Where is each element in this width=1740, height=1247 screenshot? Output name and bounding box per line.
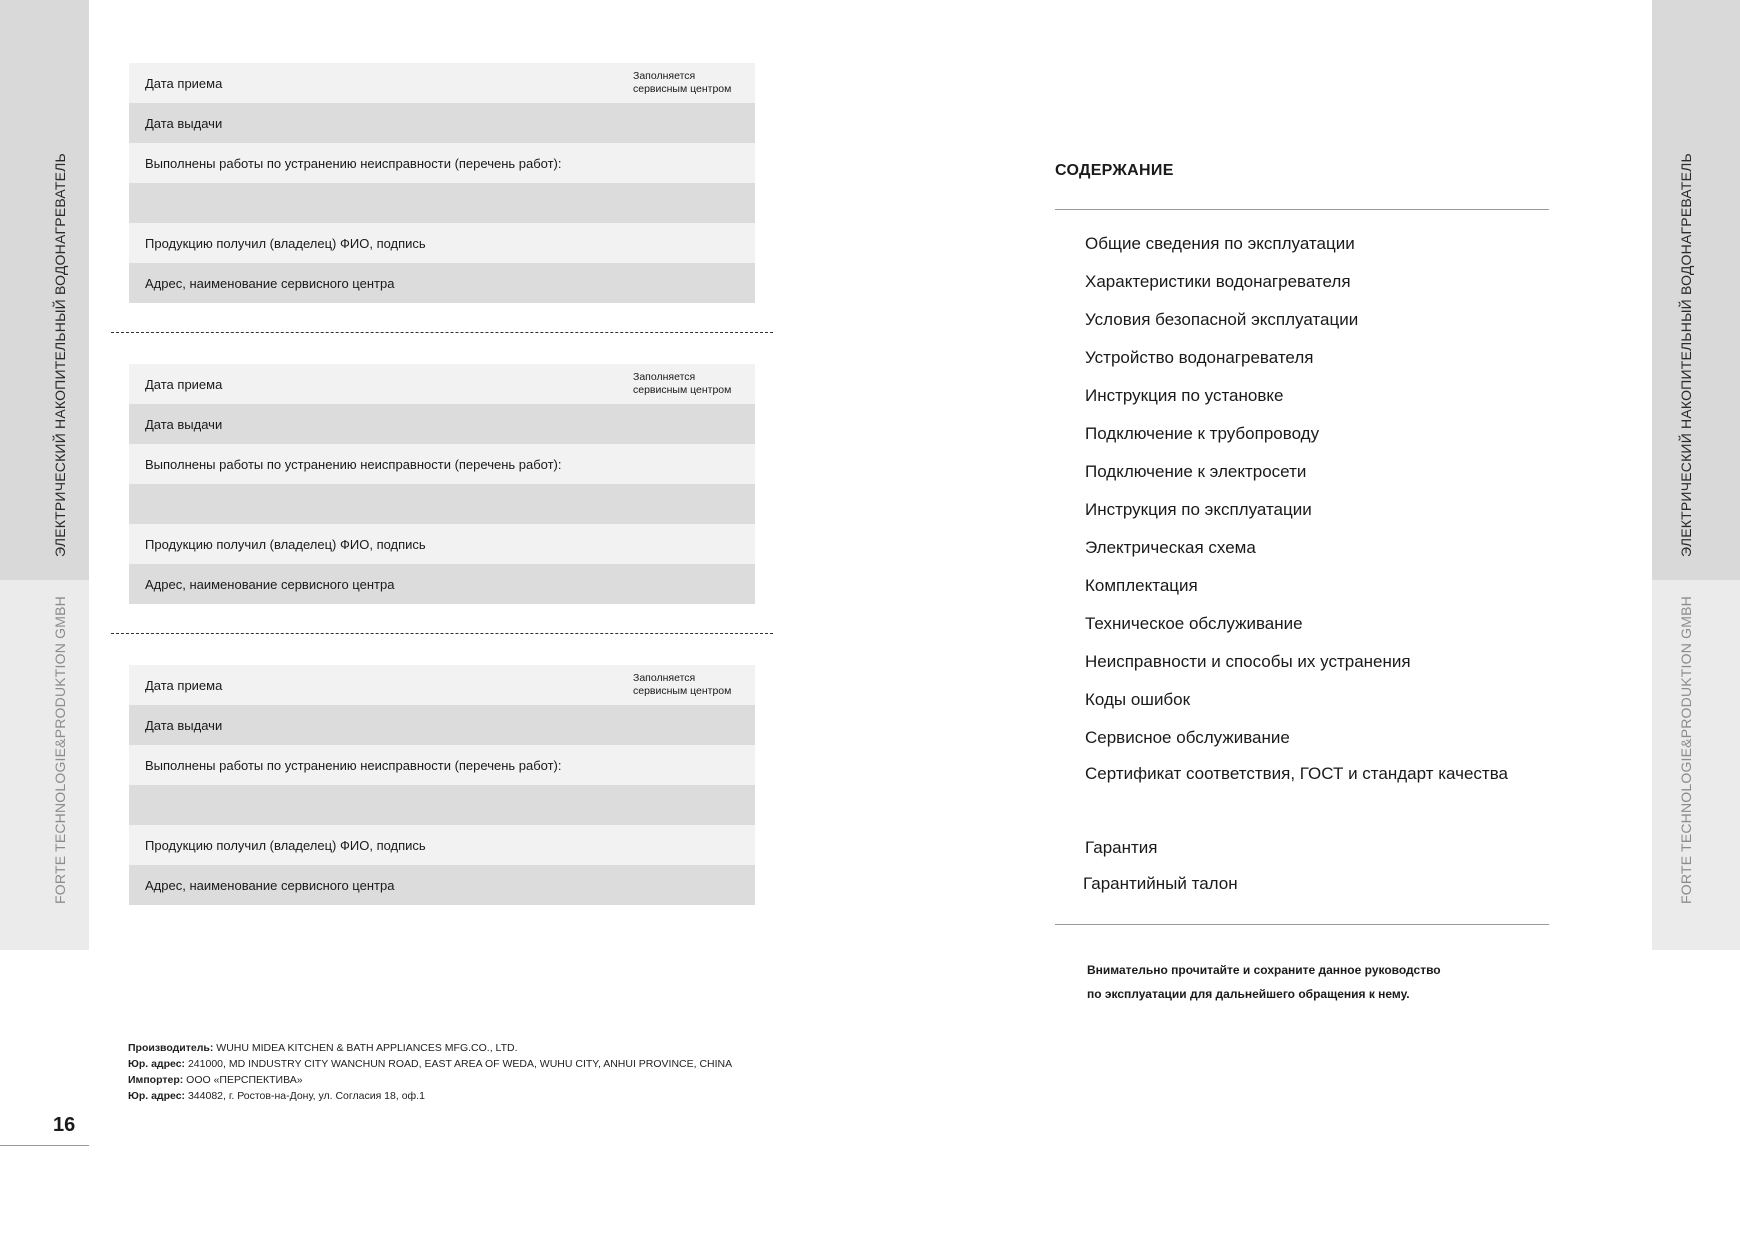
form-row-empty [129,484,755,524]
toc-item[interactable]: Инструкция по установке [1085,386,1284,405]
form-row-date-received: Дата приема Заполняется сервисным центром [129,63,755,103]
side-brand-left: FORTE TECHNOLOGIE&PRODUKTION GMBH [52,596,68,904]
read-carefully-note: Внимательно прочитайте и сохраните данное руководство по эксплуатации для дальнейшего обращения к нему. [1087,963,1441,1001]
toc-item[interactable]: Гарантия [1085,838,1158,857]
form-row-address: Адрес, наименование сервисного центра [129,564,755,604]
form-row-empty [129,183,755,223]
side-brand-right: FORTE TECHNOLOGIE&PRODUKTION GMBH [1678,596,1694,904]
page-number: 16 [53,1114,76,1136]
form-row-works: Выполнены работы по устранению неисправности (перечень работ): [129,444,755,484]
toc-item[interactable]: Общие сведения по эксплуатации [1085,234,1355,253]
form-row-owner: Продукцию получил (владелец) ФИО, подпись [129,223,755,263]
side-band-right-top [1652,0,1740,580]
contents-bottom-rule [1055,924,1549,925]
toc-item[interactable]: Условия безопасной эксплуатации [1085,310,1359,329]
form-row-address: Адрес, наименование сервисного центра [129,865,755,905]
side-product-title-right: ЭЛЕКТРИЧЕСКИЙ НАКОПИТЕЛЬНЫЙ ВОДОНАГРЕВАТЕЛЬ [1678,153,1694,557]
form-row-date-received: Дата приема Заполняется сервисным центром [129,665,755,705]
toc-item[interactable]: Инструкция по эксплуатации [1085,500,1312,519]
contents-top-rule [1055,209,1549,210]
contents-title: СОДЕРЖАНИЕ [1055,162,1174,179]
cut-line [111,633,773,634]
service-form-2 [129,364,755,604]
toc-item[interactable]: Подключение к электросети [1085,462,1307,481]
side-band-right-bottom [1652,580,1740,950]
maker-line: Производитель: WUHU MIDEA KITCHEN & BATH APPLIANCES MFG.CO., LTD. [128,1042,518,1054]
filled-by-note: Заполняется сервисным центром [633,672,732,697]
legal-address-line: Юр. адрес: 241000, MD INDUSTRY CITY WANCHUN ROAD, EAST AREA OF WEDA, WUHU CITY, ANHUI PROVINCE, CHINA [128,1058,733,1070]
form-row-works: Выполнены работы по устранению неисправности (перечень работ): [129,143,755,183]
toc-item[interactable]: Сервисное обслуживание [1085,728,1290,747]
filled-by-note: Заполняется сервисным центром [633,70,732,95]
toc-item[interactable]: Гарантийный талон [1083,874,1238,893]
importer-address-line: Юр. адрес: 344082, г. Ростов-на-Дону, ул. Согласия 18, оф.1 [128,1090,425,1102]
form-row-date-issued: Дата выдачи [129,705,755,745]
form-row-date-issued: Дата выдачи [129,103,755,143]
toc-item[interactable]: Неисправности и способы их устранения [1085,652,1411,671]
service-form-3 [129,665,755,905]
toc-item[interactable]: Комплектация [1085,576,1198,595]
form-row-date-received: Дата приема Заполняется сервисным центром [129,364,755,404]
side-band-left-bottom [0,580,89,950]
side-band-left-top [0,0,89,580]
form-row-address: Адрес, наименование сервисного центра [129,263,755,303]
manufacturer-info [128,1040,732,1104]
page-number-underline [0,1145,89,1146]
toc-item[interactable]: Устройство водонагревателя [1085,348,1314,367]
form-row-owner: Продукцию получил (владелец) ФИО, подпись [129,524,755,564]
toc-item[interactable]: Характеристики водонагревателя [1085,272,1351,291]
form-row-date-issued: Дата выдачи [129,404,755,444]
form-row-owner: Продукцию получил (владелец) ФИО, подпись [129,825,755,865]
toc-item[interactable]: Подключение к трубопроводу [1085,424,1320,443]
service-form-1 [129,63,755,303]
form-row-empty [129,785,755,825]
toc-item[interactable]: Сертификат соответствия, ГОСТ и стандарт качества [1085,764,1508,783]
importer-line: Импортер: ООО «ПЕРСПЕКТИВА» [128,1074,303,1086]
side-product-title-left: ЭЛЕКТРИЧЕСКИЙ НАКОПИТЕЛЬНЫЙ ВОДОНАГРЕВАТЕЛЬ [52,153,68,557]
filled-by-note: Заполняется сервисным центром [633,371,732,396]
form-row-works: Выполнены работы по устранению неисправности (перечень работ): [129,745,755,785]
toc-item[interactable]: Коды ошибок [1085,690,1191,709]
toc-item[interactable]: Электрическая схема [1085,538,1256,557]
toc-item[interactable]: Техническое обслуживание [1085,614,1303,633]
cut-line [111,332,773,333]
